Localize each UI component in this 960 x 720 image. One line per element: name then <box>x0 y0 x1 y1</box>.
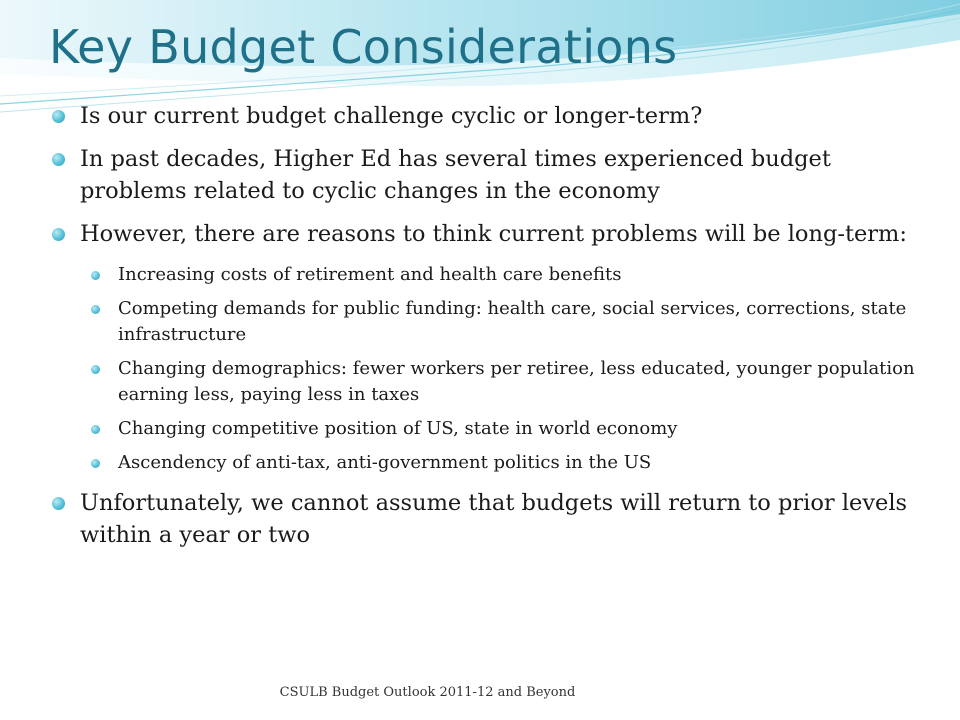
sub-bullet-text: Increasing costs of retirement and health care benefits <box>118 264 622 285</box>
sub-bullet-dot-icon <box>91 459 100 468</box>
bullet-list <box>52 100 932 551</box>
bullet-item <box>52 143 932 207</box>
sub-bullet-list <box>80 262 932 476</box>
bullet-item <box>52 100 932 132</box>
sub-bullet-text: Changing competitive position of US, state in world economy <box>118 418 678 439</box>
sub-bullet-text: Competing demands for public funding: health care, social services, corrections, state infrastructure <box>118 298 907 345</box>
sub-bullet-item <box>80 296 932 348</box>
sub-bullet-item <box>80 356 932 408</box>
sub-bullet-text: Changing demographics: fewer workers per retiree, less educated, younger population earning less, paying less in taxes <box>118 358 915 405</box>
bullet-dot-icon <box>52 228 65 241</box>
bullet-dot-icon <box>52 110 65 123</box>
sub-bullet-item <box>80 450 932 476</box>
bullet-text: In past decades, Higher Ed has several times experienced budget problems related to cyclic changes in the economy <box>80 146 831 204</box>
slide-title: Key Budget Considerations <box>49 20 678 74</box>
sub-bullet-dot-icon <box>91 305 100 314</box>
sub-bullet-item <box>80 416 932 442</box>
slide-footer: CSULB Budget Outlook 2011-12 and Beyond <box>279 685 576 700</box>
slide-body <box>52 100 932 562</box>
bullet-text: Is our current budget challenge cyclic or longer-term? <box>80 103 703 129</box>
bullet-dot-icon <box>52 153 65 166</box>
sub-bullet-dot-icon <box>91 271 100 280</box>
bullet-item <box>52 218 932 476</box>
sub-bullet-dot-icon <box>91 425 100 434</box>
bullet-text: However, there are reasons to think current problems will be long-term: <box>80 221 907 247</box>
sub-bullet-text: Ascendency of anti-tax, anti-government politics in the US <box>118 452 652 473</box>
bullet-item <box>52 487 932 551</box>
bullet-text: Unfortunately, we cannot assume that budgets will return to prior levels within a year or two <box>80 490 908 548</box>
bullet-dot-icon <box>52 497 65 510</box>
sub-bullet-item <box>80 262 932 288</box>
sub-bullet-dot-icon <box>91 365 100 374</box>
